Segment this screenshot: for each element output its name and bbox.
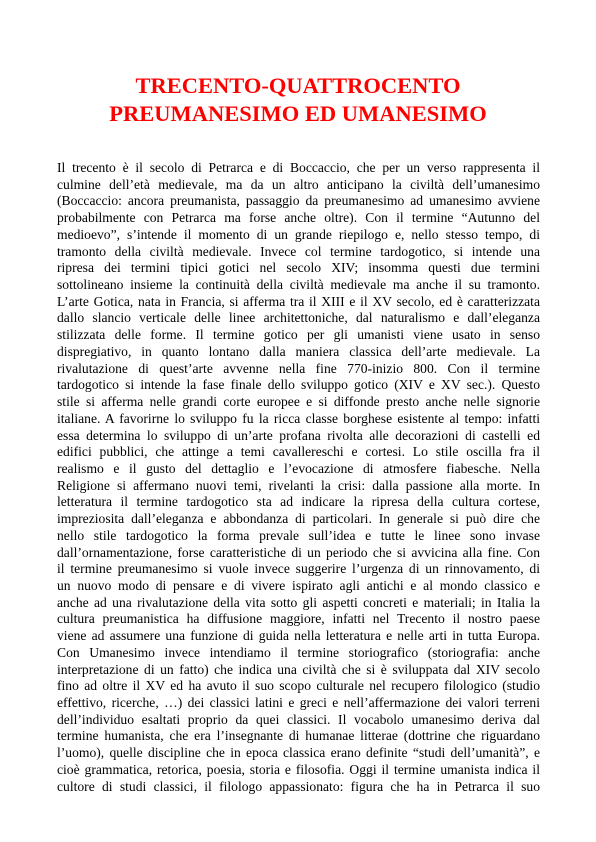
body-line: letteratura il termine tardogotico sta ad indicare la ripresa della cultura cortese, [57, 494, 540, 510]
body-line: un nuovo modo di pensare e di vivere ispirato agli antichi e al mondo classico e [57, 577, 540, 593]
body-line: medioevo”, s’intende il momento di un grande riepilogo e, nello stesso tempo, di [57, 226, 540, 242]
body-line: tramonto della civiltà medievale. Invece col termine tardogotico, si intende una [57, 243, 540, 259]
body-line: Con Umanesimo invece intendiamo il termine storiografico (storiografia: anche [57, 644, 540, 660]
title-line: TRECENTO-QUATTROCENTO [135, 73, 461, 98]
body-line: dallo slancio verticale delle linee architettoniche, dal naturalismo e dall’eleganza [57, 310, 540, 326]
body-line: dell’individuo esaltati proprio da quei classici. Il vocabolo umanesimo deriva dal [57, 711, 540, 727]
body-line: fino ad oltre il XV ed ha avuto il suo scopo culturale nel recupero filologico (studio [57, 678, 540, 694]
body-line: viene ad assumere una funzione di guida nella letteratura e nelle arti in tutta Europa. [57, 628, 540, 644]
title-line: PREUMANESIMO ED UMANESIMO [109, 101, 487, 126]
body-line: termine humanista, che era l’insegnante di humanae litterae (dottrine che riguardano [57, 728, 540, 744]
body-line: cultura preumanistica ha diffusione maggiore, infatti nel Trecento il nostro paese [57, 611, 540, 627]
body-line: anche ad una rivalutazione della vita sotto gli aspetti concreti e materiali; in Italia la [57, 594, 540, 610]
body-line: nello stile tardogotico la forma prevale sull’idea e tutte le linee sono invase [57, 527, 540, 543]
body-line: essa determina lo sviluppo di un’arte profana rivolta alle decorazioni di castelli ed [57, 427, 540, 443]
body-line: stile si afferma nelle grandi corte europee e si diffonde presto anche nelle signorie [57, 394, 540, 410]
body-line: dall’ornamentazione, forse caratteristiche di un periodo che si avvicina alla fine. Con [57, 544, 540, 560]
page-title [40, 72, 556, 128]
body-line: dispregiativo, in quanto lontano dalla maniera classica dell’arte medievale. La [57, 343, 540, 359]
body-line: (Boccaccio: ancora preumanista, passaggio da preumanesimo ad umanesimo avviene [57, 193, 540, 209]
body-line: stilizzata delle forme. Il termine gotico per gli umanisti viene usato in senso [57, 327, 540, 343]
body-line: effettivo, ricerche, …) dei classici latini e greci e nell’affermazione dei valori terreni [57, 695, 540, 710]
body-line: tardogotico si intende la fase finale dello sviluppo gotico (XIV e XV sec.). Questo [57, 377, 540, 393]
body-line: culmine dell’età medievale, ma da un altro anticipano la civiltà dell’umanesimo [57, 176, 540, 192]
body-line: realismo e il gusto del dettaglio e l’evocazione di atmosfere fiabesche. Nella [57, 460, 540, 476]
body-line: edifici pubblici, che attinge a temi cavallereschi e cortesi. Lo stile oscilla fra il [57, 444, 540, 460]
body-line: interpretazione di un fatto) che indica una civiltà che si è sviluppata dal XIV secolo [57, 661, 540, 677]
body-line: impreziosita dall’eleganza e abbondanza di particolari. In generale si può dire che [57, 511, 540, 527]
body-line: rivalutazione di quest’arte avvenne nella fine 770-inizio 800. Con il termine [57, 360, 540, 376]
body-line: cultore di studi classici, il filologo appassionato: figura che ha in Petrarca il suo [57, 778, 540, 794]
body-line: italiane. A favorirne lo sviluppo fu la ricca classe borghese esistente al tempo: infatti [57, 410, 540, 426]
body-line: probabilmente con Petrarca ma forse anche oltre). Con il termine “Autunno del [57, 210, 540, 226]
body-line: L’arte Gotica, nata in Francia, si afferma tra il XIII e il XV secolo, ed è caratterizzata [57, 293, 540, 309]
body-line: Il trecento è il secolo di Petrarca e di Boccaccio, che per un verso rappresenta il [57, 160, 540, 175]
body-line: il termine preumanesimo si vuole invece suggerire l’urgenza di un rinnovamento, di [57, 561, 540, 577]
body-line: sottolineano insieme la continuità della civiltà medievale ma anche il su tramonto. [57, 277, 540, 293]
body-line: l’uomo), quelle discipline che in epoca classica erano definite “studi dell’umanità”, e [57, 745, 540, 761]
body-line: ripresa dei termini tipici gotici nel secolo XIV; insomma questi due termini [57, 260, 540, 276]
body-line: cioè grammatica, retorica, poesia, storia e filosofia. Oggi il termine umanista indica il [57, 761, 540, 777]
body-text [57, 160, 540, 795]
body-line: Religione si affermano nuovi temi, rivelanti la crisi: dalla passione alla morte. In [57, 477, 540, 493]
